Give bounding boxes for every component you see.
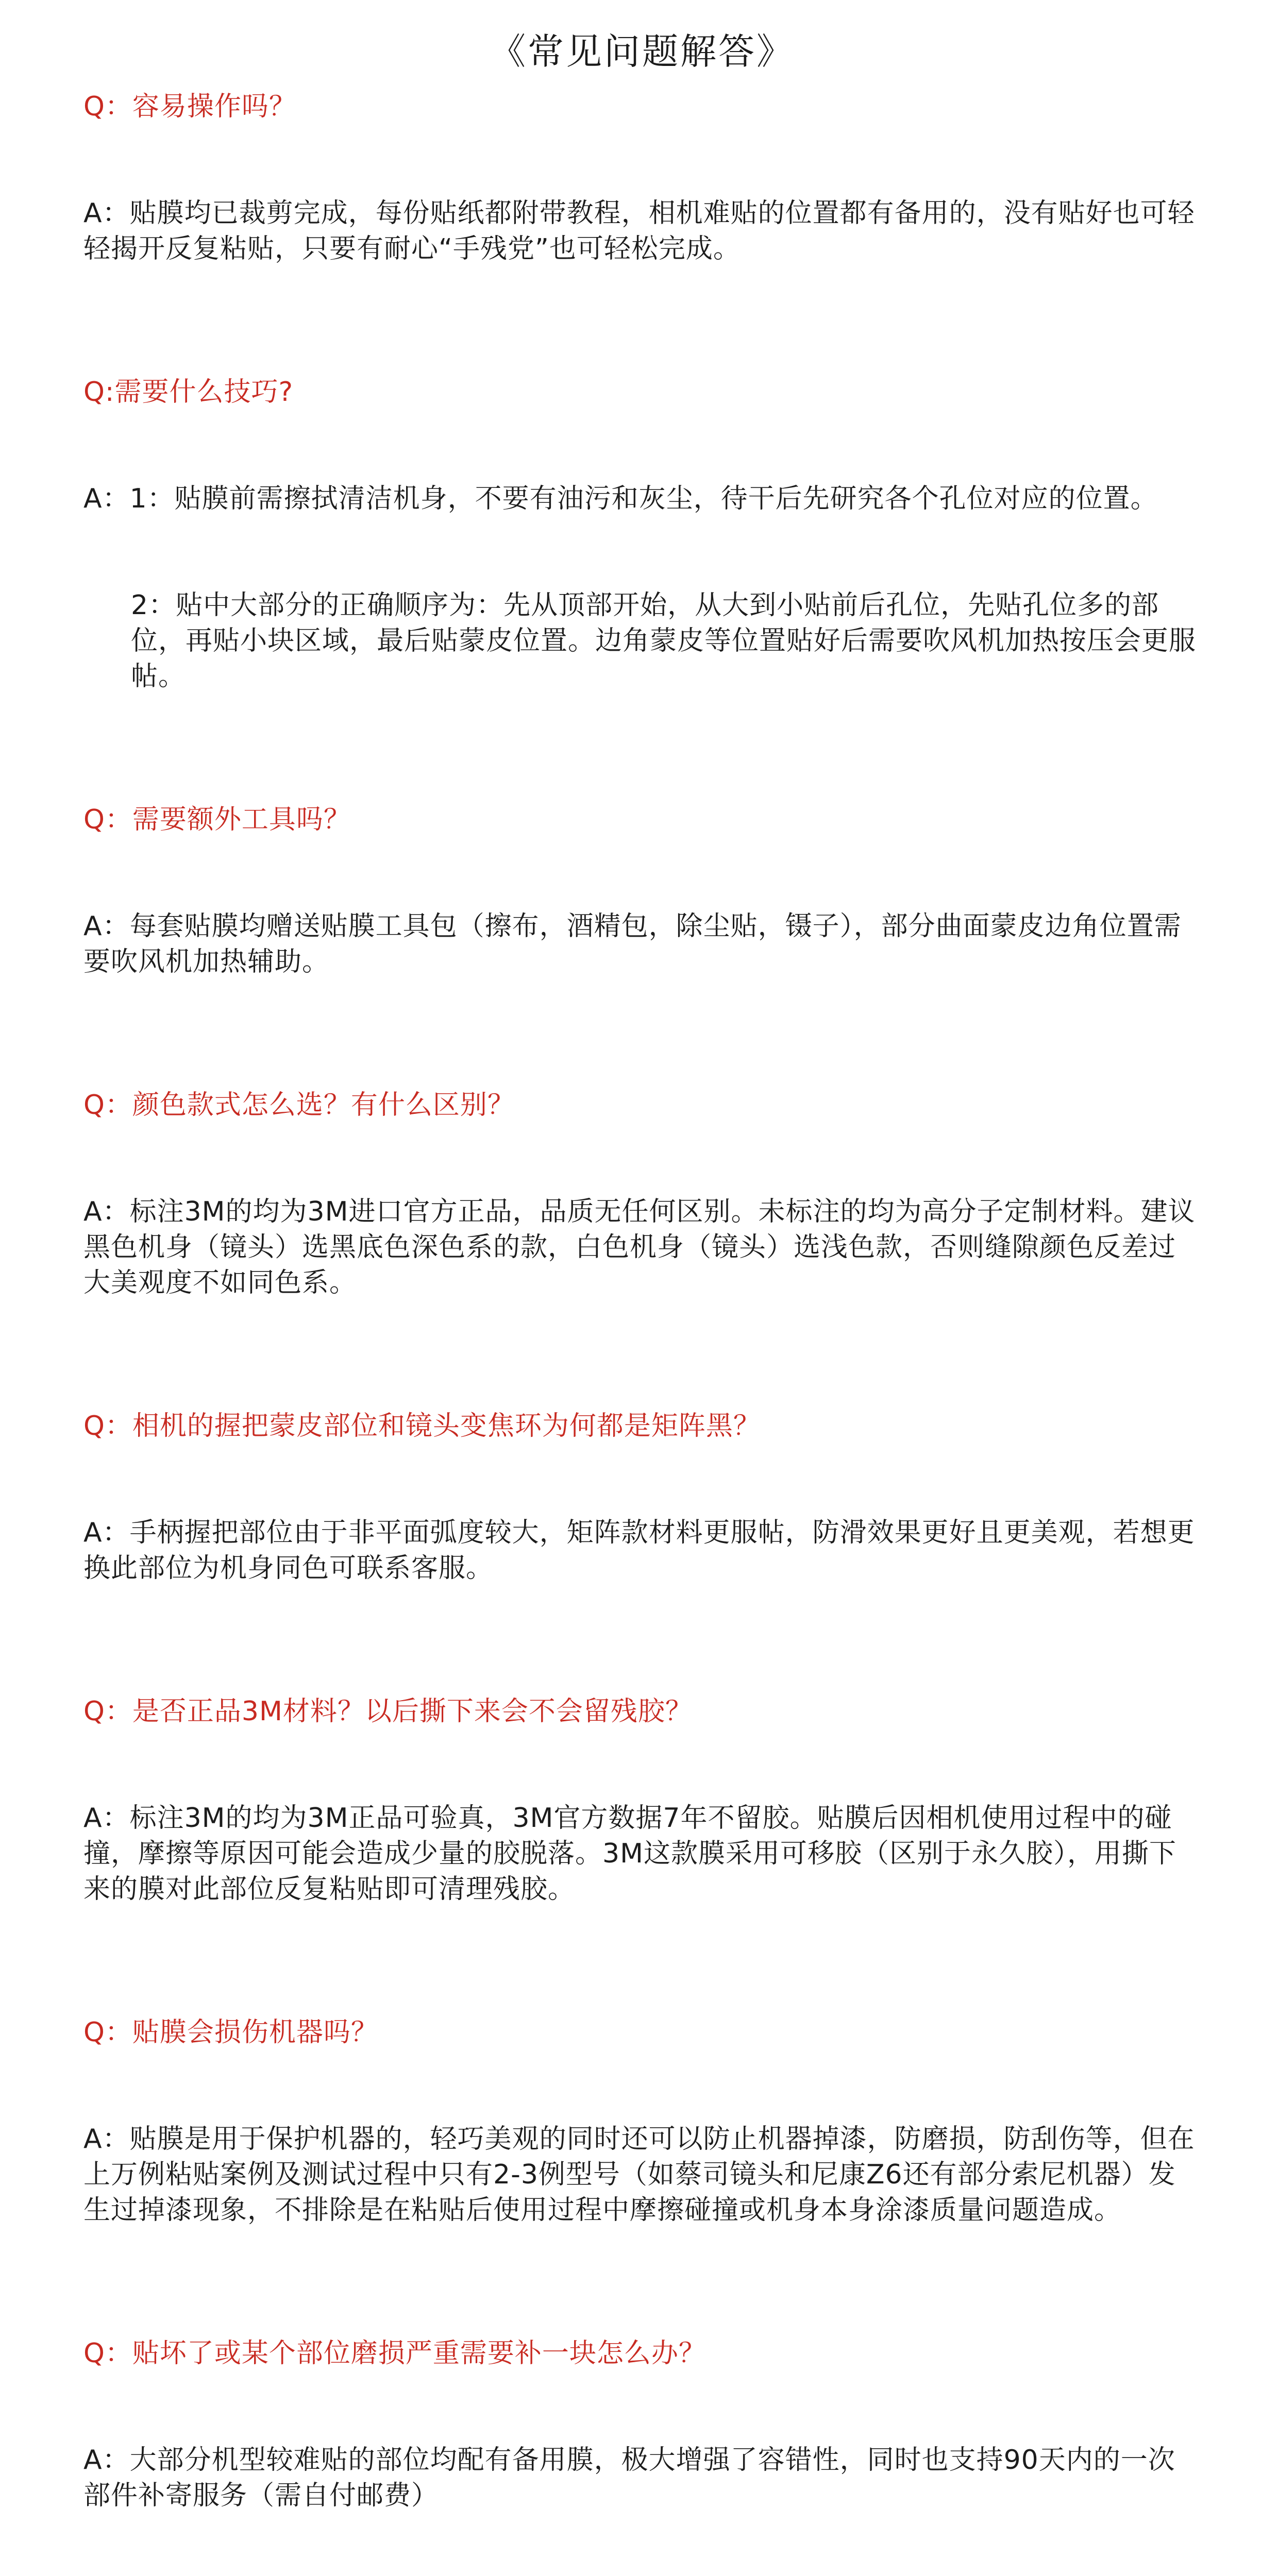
faq-answer: [83, 1444, 1201, 1657]
faq-question: Q：是否正品3M材料？以后撕下来会不会留残胶？: [83, 1696, 693, 1727]
faq-question: Q:需要什么技巧?: [83, 377, 294, 408]
faq-answer-step-1: A：1：贴膜前需擦拭清洁机身，不要有油污和灰尘，待干后先研究各个孔位对应的位置。: [83, 483, 1158, 514]
faq-answer: [83, 1123, 1201, 1372]
faq-item-replacement: [83, 2335, 1201, 2576]
faq-item-matrix-black: [83, 1408, 1201, 1657]
faq-list: [83, 89, 1201, 2576]
faq-answer-text: A：标注3M的均为3M进口官方正品，品质无任何区别。未标注的均为高分子定制材料。建议黑色机身（镜头）选黑底色深色系的款，白色机身（镜头）选浅色款，否则缝隙颜色反差过大美观度不如同色系。: [83, 1196, 1196, 1298]
faq-answer: [83, 410, 1201, 766]
faq-answer-text: A：标注3M的均为3M正品可验真，3M官方数据7年不留胶。贴膜后因相机使用过程中的碰撞，摩擦等原因可能会造成少量的胶脱落。3M这款膜采用可移胶（区别于永久胶），用撕下来的膜对此部位反复粘贴即可清理残胶。: [83, 1803, 1176, 1905]
faq-answer: [83, 2371, 1201, 2576]
faq-item-color-choice: [83, 1087, 1201, 1372]
faq-answer-text: A：贴膜是用于保护机器的，轻巧美观的同时还可以防止机器掉漆，防磨损，防刮伤等，但在上万例粘贴案例及测试过程中只有2-3例型号（如蔡司镜头和尼康Z6还有部分索尼机器）发生过掉漆现象，不排除是在粘贴后使用过程中摩擦碰撞或机身本身涂漆质量问题造成。: [83, 2124, 1195, 2226]
faq-answer-text: A：手柄握把部位由于非平面弧度较大，矩阵款材料更服帖，防滑效果更好且更美观，若想更换此部位为机身同色可联系客服。: [83, 1517, 1195, 1584]
faq-answer-step-2: 2：贴中大部分的正确顺序为：先从顶部开始，从大到小贴前后孔位，先贴孔位多的部位，再贴小块区域，最后贴蒙皮位置。边角蒙皮等位置贴好后需要吹风机加热按压会更服帖。: [131, 590, 1197, 692]
faq-item-skills: [83, 374, 1201, 766]
faq-answer-text: A：贴膜均已裁剪完成，每份贴纸都附带教程，相机难贴的位置都有备用的，没有贴好也可轻轻揭开反复粘贴，只要有耐心“手残党”也可轻松完成。: [83, 198, 1195, 264]
faq-answer: [83, 2050, 1201, 2299]
faq-question: Q：容易操作吗？: [83, 91, 296, 122]
faq-answer: [83, 1730, 1201, 1978]
faq-question: Q：贴膜会损伤机器吗？: [83, 2017, 378, 2048]
faq-question: Q：需要额外工具吗？: [83, 804, 351, 835]
faq-answer: [83, 125, 1201, 338]
page-title: 《常见问题解答》: [490, 30, 795, 73]
faq-item-damage: [83, 2014, 1201, 2299]
faq-answer-text: A：每套贴膜均赠送贴膜工具包（擦布，酒精包，除尘贴，镊子），部分曲面蒙皮边角位置需要吹风机加热辅助。: [83, 911, 1182, 977]
faq-item-genuine-3m: [83, 1693, 1201, 1978]
faq-question: Q：颜色款式怎么选？有什么区别？: [83, 1090, 515, 1121]
faq-item-ease-of-use: [83, 89, 1201, 338]
faq-question: Q：贴坏了或某个部位磨损严重需要补一块怎么办？: [83, 2338, 706, 2369]
faq-question: Q：相机的握把蒙皮部位和镜头变焦环为何都是矩阵黑？: [83, 1411, 761, 1442]
faq-answer-text: A：大部分机型较难贴的部位均配有备用膜，极大增强了容错性，同时也支持90天内的一次部件补寄服务（需自付邮费）: [83, 2445, 1175, 2511]
faq-answer: [83, 838, 1201, 1051]
faq-item-extra-tools: [83, 802, 1201, 1051]
